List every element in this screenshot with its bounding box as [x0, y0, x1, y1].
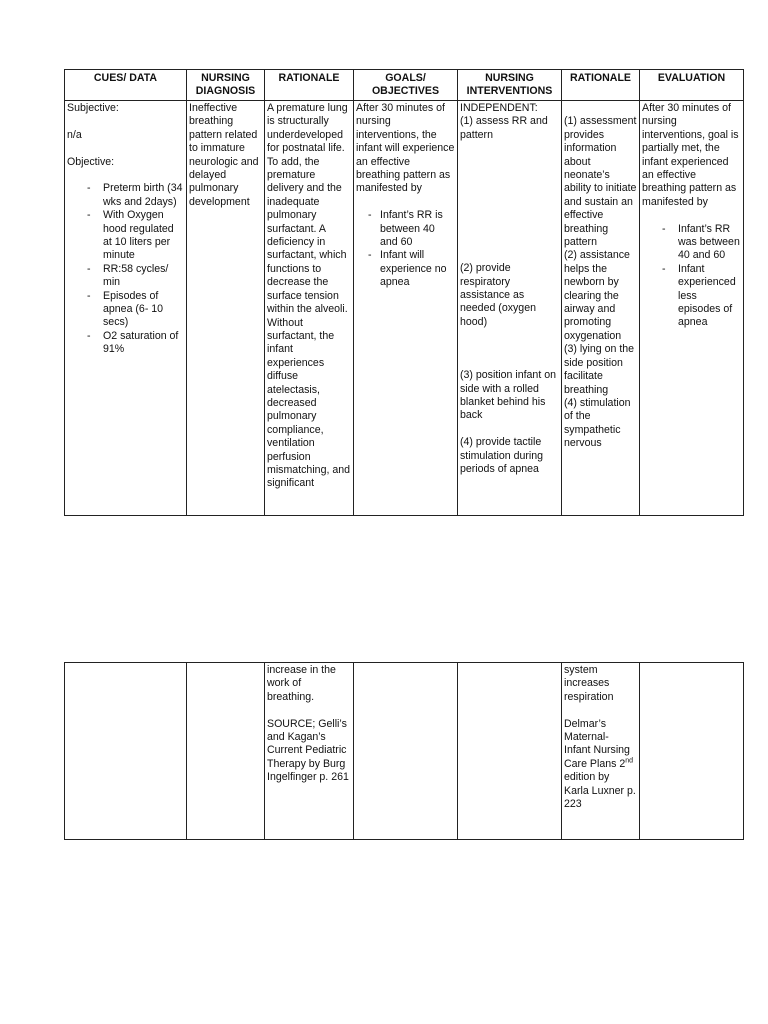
rationale-cell-cont — [265, 663, 354, 840]
header-cues: CUES/ DATA — [65, 70, 187, 101]
rationale-2-item-2: (2) assistance helps the newborn by clearing the airway and promoting oxygenation — [564, 249, 630, 342]
rationale-2-cell-cont — [562, 663, 640, 840]
intervention-1: (1) assess RR and pattern — [460, 115, 548, 141]
evaluation-intro: After 30 minutes of nursing interventions, goal is partially met, the infant experienced an effective breathing pattern as manifested by — [642, 102, 739, 208]
cues-cell-cont — [65, 663, 187, 840]
rationale-2-item-1: (1) assessment provides information about neonate’s ability to initiate and sustain an effective breathing pattern — [564, 115, 637, 249]
goals-cell-cont — [354, 663, 458, 840]
rationale-source: SOURCE; Gelli’s and Kagan’s Current Pediatric Therapy by Burg Ingelfinger p. 261 — [267, 717, 349, 784]
list-item: - Infant’s RR is between 40 and 60 — [356, 209, 455, 249]
care-plan-table-page2 — [64, 662, 744, 840]
list-item: - O2 saturation of 91% — [67, 330, 184, 357]
interventions-cell-cont — [458, 663, 562, 840]
objective-label: Objective: — [67, 155, 115, 168]
diagnosis-cell — [187, 101, 265, 516]
rationale-text: A premature lung is structurally underdeveloped for postnatal life. To add, the premature delivery and the inadequate pulmonary surfactant. A deficiency in surfactant, which functions to decrease the surface tension within the alveoli. Without surfactant, the infant experiences diffuse atelectasis, decreased pulmonary compliance, ventilation perfusion mismatching, and significant — [267, 102, 351, 490]
care-plan-table-page1 — [64, 69, 744, 516]
evaluation-cell — [640, 101, 744, 516]
list-item: - With Oxygen hood regulated at 10 liters per minute — [67, 209, 184, 263]
rationale-2-source: Delmar’s Maternal- Infant Nursing Care Plans 2nd edition by Karla Luxner p. 223 — [564, 717, 636, 811]
rationale-cont-text: increase in the work of breathing. — [267, 664, 336, 703]
header-row — [65, 70, 744, 101]
header-rationale-2: RATIONALE — [562, 70, 640, 101]
header-evaluation: EVALUATION — [640, 70, 744, 101]
evaluation-cell-cont — [640, 663, 744, 840]
interventions-header: INDEPENDENT: — [460, 102, 538, 114]
header-goals: GOALS/ OBJECTIVES — [354, 70, 458, 101]
table-row — [65, 101, 744, 516]
rationale-2-item-4: (4) stimulation of the sympathetic nervous — [564, 396, 631, 450]
list-item: - RR:58 cycles/ min — [67, 263, 184, 290]
goals-list — [356, 209, 455, 289]
list-item: - Infant will experience no apnea — [356, 249, 455, 289]
intervention-3: (3) position infant on side with a rolled blanket behind his back — [460, 369, 556, 422]
list-item: - Infant’s RR was between 40 and 60 — [642, 223, 741, 263]
objective-list — [67, 182, 184, 356]
goals-cell — [354, 101, 458, 516]
list-item: - Episodes of apnea (6- 10 secs) — [67, 290, 184, 330]
rationale-2-cont-text: system increases respiration — [564, 664, 614, 703]
rationale-2-item-3: (3) lying on the side position facilitate breathing — [564, 343, 635, 396]
interventions-cell — [458, 101, 562, 516]
header-diagnosis: NURSING DIAGNOSIS — [187, 70, 265, 101]
list-item: - Infant experienced less episodes of apnea — [642, 263, 741, 330]
cues-cell — [65, 101, 187, 516]
table-row — [65, 663, 744, 840]
intervention-4: (4) provide tactile stimulation during periods of apnea — [460, 436, 544, 476]
subjective-value: n/a — [67, 128, 82, 141]
subjective-label: Subjective: — [67, 102, 119, 114]
intervention-2: (2) provide respiratory assistance as needed (oxygen hood) — [460, 262, 536, 328]
header-interventions: NURSING INTERVENTIONS — [458, 70, 562, 101]
evaluation-list — [642, 223, 741, 330]
rationale-2-cell — [562, 101, 640, 516]
header-rationale: RATIONALE — [265, 70, 354, 101]
rationale-cell — [265, 101, 354, 516]
list-item: - Preterm birth (34 wks and 2days) — [67, 182, 184, 209]
goals-intro: After 30 minutes of nursing interventions, the infant will experience an effective breathing pattern as manifested by — [356, 102, 455, 195]
diagnosis-text: Ineffective breathing pattern related to immature neurologic and delayed pulmonary development — [189, 102, 259, 208]
diagnosis-cell-cont — [187, 663, 265, 840]
